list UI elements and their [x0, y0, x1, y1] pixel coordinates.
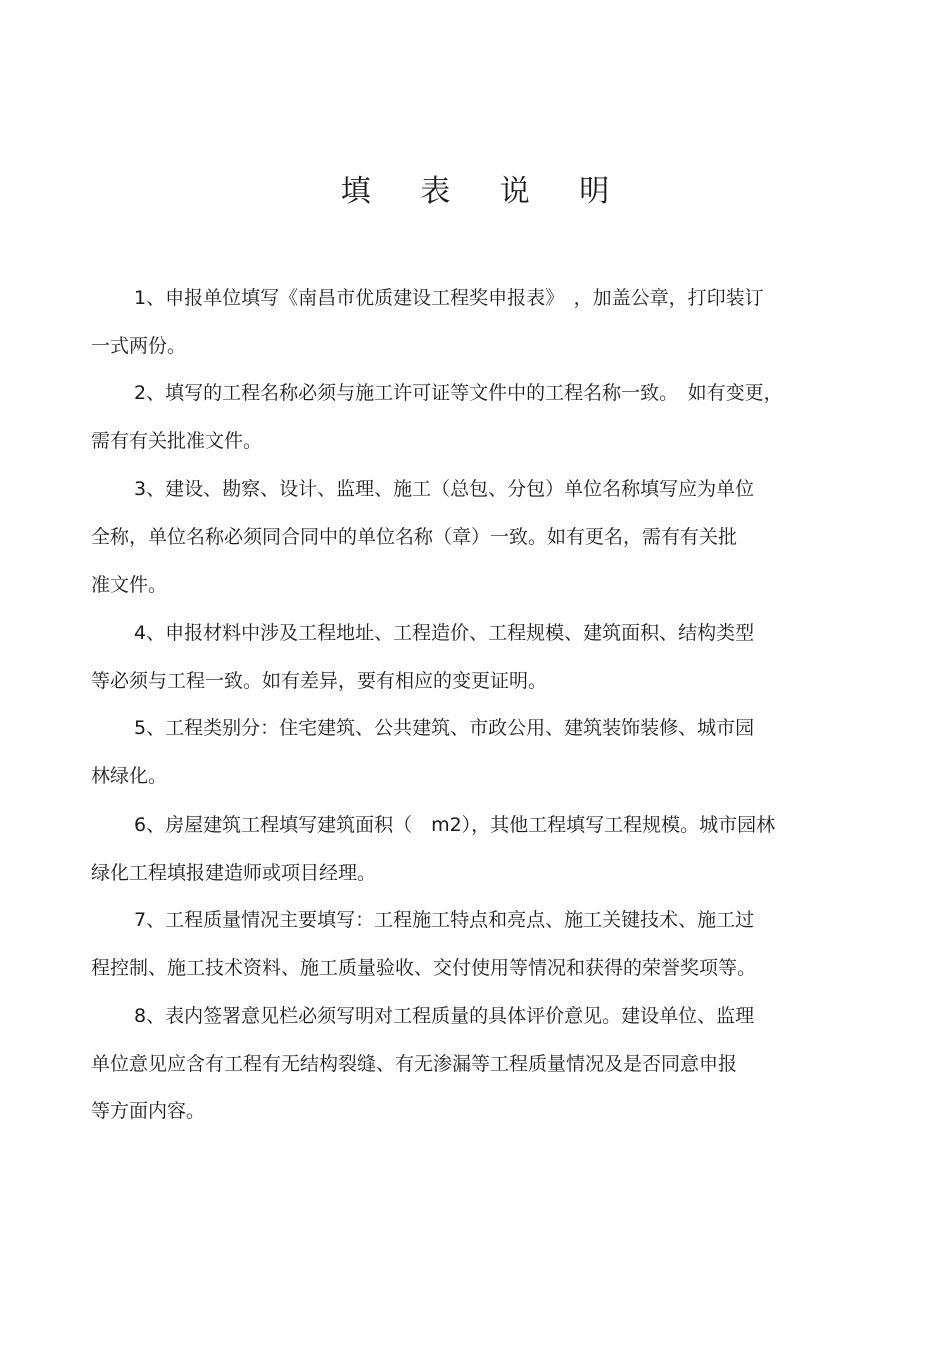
instruction-7-line-1: 7、工程质量情况主要填写：工程施工特点和亮点、施工关键技术、施工过 — [134, 909, 755, 931]
instruction-3-line-3: 准文件。 — [91, 574, 168, 596]
instruction-8-line-3: 等方面内容。 — [91, 1100, 206, 1122]
instruction-7-line-2: 程控制、施工技术资料、施工质量验收、交付使用等情况和获得的荣誉奖项等。 — [91, 957, 757, 979]
instruction-4-line-2: 等必须与工程一致。如有差异，要有相应的变更证明。 — [91, 670, 548, 692]
instruction-4-line-1: 4、申报材料中涉及工程地址、工程造价、工程规模、建筑面积、结构类型 — [134, 622, 755, 644]
instruction-8-line-1: 8、表内签署意见栏必须写明对工程质量的具体评价意见。建设单位、监理 — [134, 1005, 755, 1027]
instruction-5-line-1: 5、工程类别分：住宅建筑、公共建筑、市政公用、建筑装饰装修、城市园 — [134, 717, 755, 739]
instruction-8-line-2: 单位意见应含有工程有无结构裂缝、有无渗漏等工程质量情况及是否同意申报 — [91, 1053, 738, 1075]
instruction-6-line-1: 6、房屋建筑工程填写建筑面积（ m2），其他工程填写工程规模。城市园林 — [134, 814, 776, 836]
instruction-3-line-1: 3、建设、勘察、设计、监理、施工（总包、分包）单位名称填写应为单位 — [134, 478, 755, 500]
instruction-1-line-2: 一式两份。 — [91, 335, 187, 357]
instruction-6-line-2: 绿化工程填报建造师或项目经理。 — [91, 862, 377, 884]
instruction-3-line-2: 全称，单位名称必须同合同中的单位名称（章）一致。如有更名，需有有关批 — [91, 526, 738, 548]
instruction-2-line-2: 需有有关批准文件。 — [91, 430, 263, 452]
page-title: 填 表 说 明 — [340, 174, 630, 209]
instruction-5-line-2: 林绿化。 — [91, 765, 168, 787]
instruction-1-line-1: 1、申报单位填写《南昌市优质建设工程奖申报表》 ，加盖公章，打印装订 — [134, 287, 764, 309]
instruction-2-line-1: 2、填写的工程名称必须与施工许可证等文件中的工程名称一致。 如有变更， — [134, 382, 783, 404]
